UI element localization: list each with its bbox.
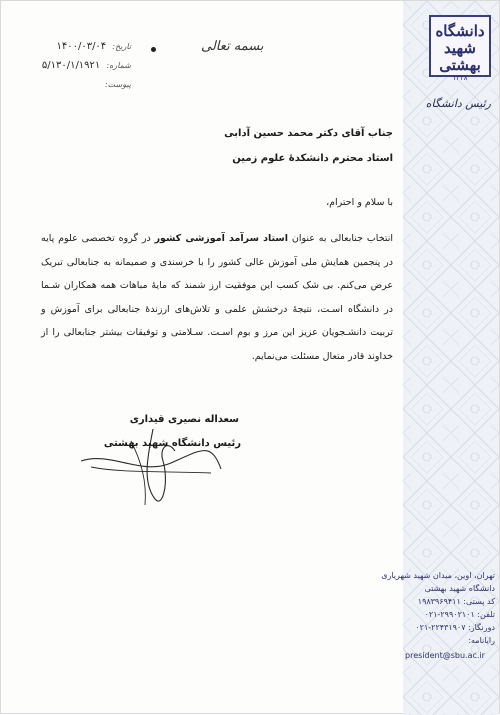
phone: تلفن: ۲۹۹۰۲۱۰۱-۰۲۱ — [424, 610, 495, 619]
date-value: ۱۴۰۰/۰۳/۰۴ — [56, 41, 107, 52]
salutation: با سلام و احترام، — [326, 197, 393, 208]
bismillah-heading: بسمه تعالی — [201, 39, 264, 54]
recipient-name: جناب آقای دکتر محمد حسین آدابی — [224, 128, 393, 139]
date-row: تاریخ: ۱۴۰۰/۰۳/۰۴ — [56, 41, 131, 52]
letterhead-sidebar — [381, 1, 499, 715]
contact-block — [381, 569, 495, 662]
email-label: رایانامه: — [468, 636, 495, 645]
email-address: president@sbu.ac.ir — [405, 651, 485, 660]
ink-dot — [151, 47, 156, 52]
handwritten-signature — [71, 421, 231, 511]
letter-body: انتخاب جنابعالی به عنوان استاد سرآمد آموزشی کشور در گروه تخصصی علوم پایه در پنجمین همایش ملی آموزش عالی کشور را با خرسندی و صمیمانه به جنابعالی تبریک عرض می‌کنم. بی شک کسب این موفقیت ارز شمند که مایهٔ مباهات همه همکاران شـما در دانشگاه اسـت، نتیجهٔ درخشش علمی و تلاش‌های ارزندهٔ جنابعالی برای آموزش و تربیت دانشـجویان عزیز این مرز و بوم اسـت. سـلامتی و توفیقات بیشتر جنابعالی را از خداوند قادر متعال مسئلت می‌نمایم. — [41, 233, 393, 362]
recipient-title: استاد محترم دانشکدهٔ علوم زمین — [232, 153, 393, 164]
address-line: دانشگاه شهید بهشتی — [424, 584, 495, 593]
letter-meta — [31, 37, 131, 94]
address-line: تهران، اوین، میدان شهید شهریاری — [381, 571, 495, 580]
award-title: استاد سرآمد آموزشی کشور — [154, 233, 288, 244]
signatory-name: سعداله نصیری قیداری — [129, 414, 239, 425]
office-title: رئیس دانشگاه — [425, 97, 491, 110]
fax: دورنگار: ۲۲۴۳۱۹۰۷-۰۲۱ — [415, 623, 495, 632]
postal-code: کد پستی: ۱۹۸۳۹۶۹۴۱۱ — [417, 597, 495, 606]
signatory-title: رئیس دانشگاه شهید بهشتی — [103, 438, 241, 449]
university-logo: دانشگاه شهید بهشتی ۱۳۳۸ — [429, 15, 491, 77]
number-value: ۵/۱۳۰/۱/۱۹۲۱ — [41, 60, 101, 71]
attachment-row: پیوست: — [104, 80, 131, 89]
number-row: شماره: ۵/۱۳۰/۱/۱۹۲۱ — [41, 60, 131, 71]
